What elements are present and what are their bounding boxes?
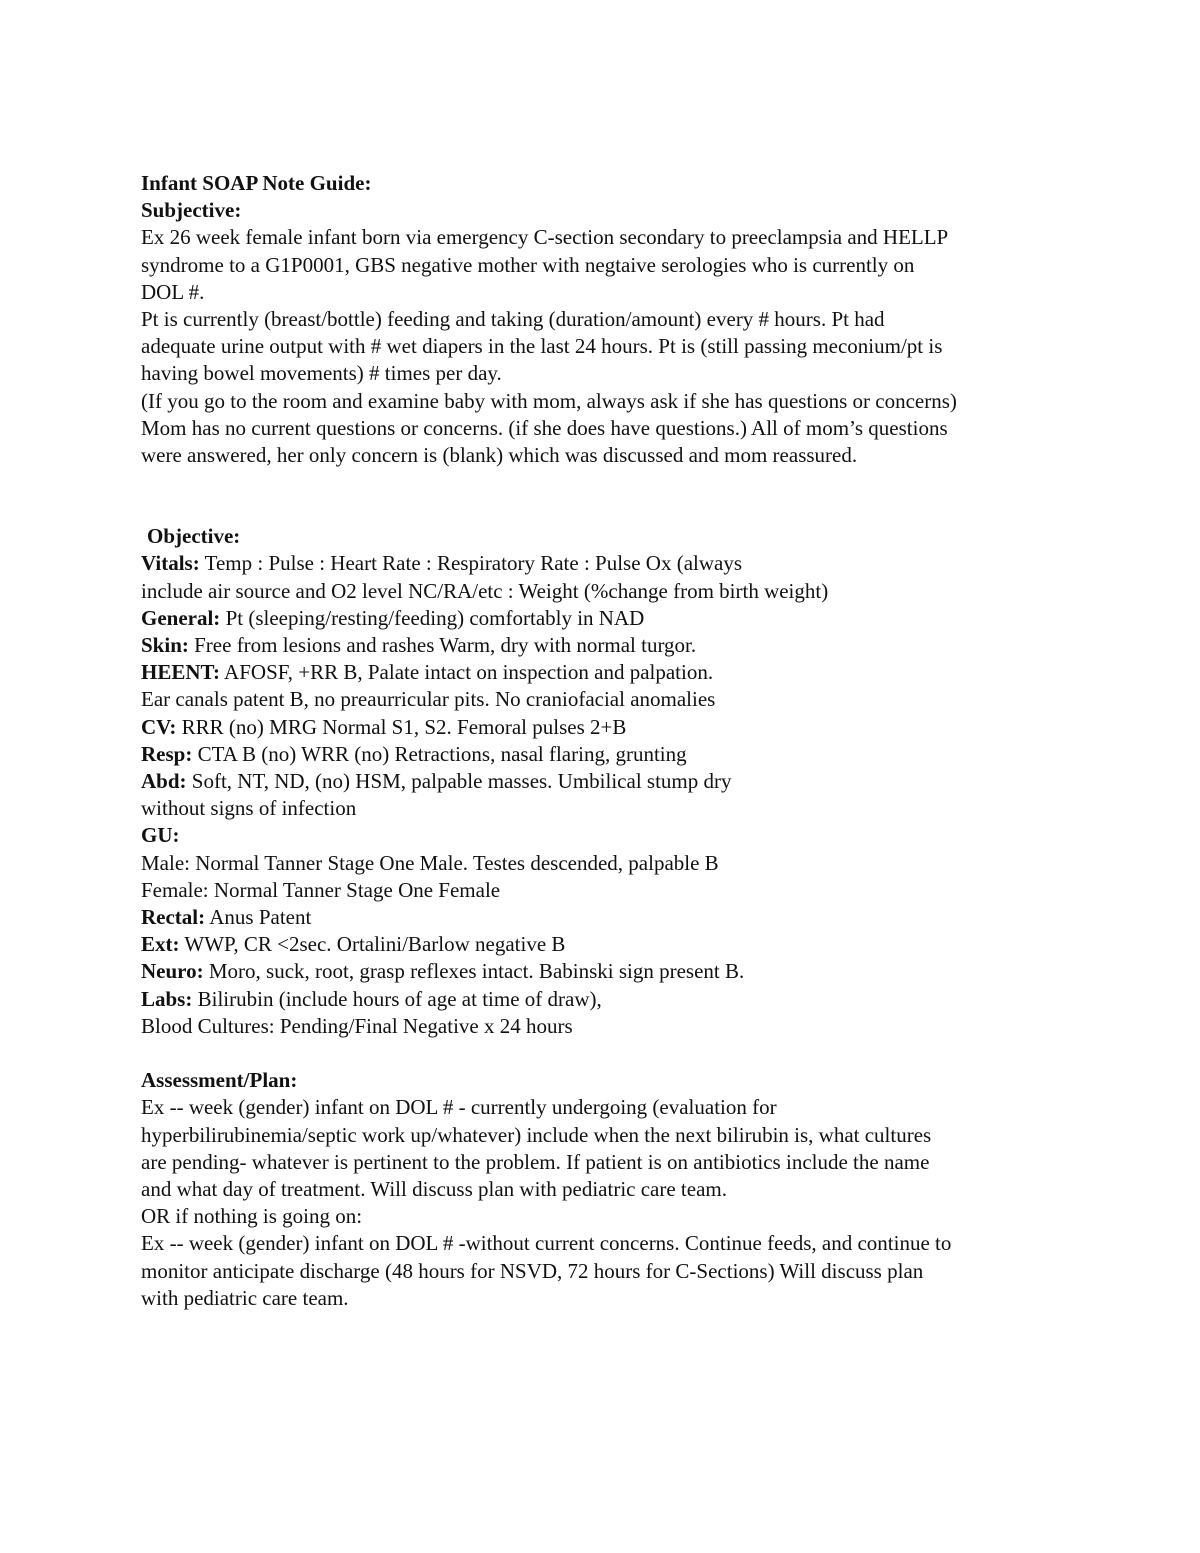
cv-label: CV: bbox=[141, 714, 177, 739]
resp-label: Resp: bbox=[141, 741, 193, 766]
text-line: DOL #. bbox=[141, 279, 205, 304]
text-line: with pediatric care team. bbox=[141, 1285, 349, 1310]
spacer bbox=[141, 1040, 1081, 1067]
text-line: Pt is currently (breast/bottle) feeding and taking (duration/amount) every # hours. Pt had bbox=[141, 307, 885, 332]
abd-text: Soft, NT, ND, (no) HSM, palpable masses. Umbilical stump dry bbox=[186, 769, 732, 794]
spacer bbox=[141, 496, 1081, 523]
text-line: hyperbilirubinemia/septic work up/whatever) include when the next bilirubin is, what cultures bbox=[141, 1122, 932, 1147]
text-line: syndrome to a G1P0001, GBS negative mother with negtaive serologies who is currently on bbox=[141, 252, 915, 277]
abd-label: Abd: bbox=[141, 769, 187, 794]
labs-text: Bilirubin (include hours of age at time of draw), bbox=[192, 986, 602, 1011]
subjective-heading: Subjective: bbox=[141, 198, 242, 223]
text-line: monitor anticipate discharge (48 hours for NSVD, 72 hours for C-Sections) Will discuss plan bbox=[141, 1258, 924, 1283]
resp-line bbox=[141, 741, 1081, 768]
gu-female-line: Female: Normal Tanner Stage One Female bbox=[141, 877, 501, 902]
ext-line bbox=[141, 931, 1081, 958]
cv-text: RRR (no) MRG Normal S1, S2. Femoral pulses 2+B bbox=[176, 714, 627, 739]
text-line: OR if nothing is going on: bbox=[141, 1204, 363, 1229]
assessment-heading: Assessment/Plan: bbox=[141, 1068, 298, 1093]
objective-section bbox=[141, 550, 1081, 1040]
neuro-text: Moro, suck, root, grasp reflexes intact. Babinski sign present B. bbox=[203, 959, 745, 984]
text-line: Mom has no current questions or concerns. (if she does have questions.) All of mom’s questions bbox=[141, 415, 948, 440]
general-label: General: bbox=[141, 605, 221, 630]
ext-text: WWP, CR <2sec. Ortalini/Barlow negative B bbox=[179, 932, 566, 957]
skin-text: Free from lesions and rashes Warm, dry with normal turgor. bbox=[188, 633, 697, 658]
rectal-text: Anus Patent bbox=[205, 905, 312, 930]
assessment-section bbox=[141, 1094, 1081, 1312]
document-page bbox=[141, 170, 1081, 1312]
labs-label: Labs: bbox=[141, 986, 193, 1011]
ext-label: Ext: bbox=[141, 932, 180, 957]
labs-line-2: Blood Cultures: Pending/Final Negative x 24 hours bbox=[141, 1013, 573, 1038]
rectal-line bbox=[141, 904, 1081, 931]
text-line: Ex 26 week female infant born via emergency C-section secondary to preeclampsia and HELLP bbox=[141, 225, 949, 250]
vitals-text: Temp : Pulse : Heart Rate : Respiratory Rate : Pulse Ox (always bbox=[199, 551, 743, 576]
abd-line-2: without signs of infection bbox=[141, 796, 357, 821]
text-line: having bowel movements) # times per day. bbox=[141, 361, 502, 386]
neuro-label: Neuro: bbox=[141, 959, 204, 984]
text-line: (If you go to the room and examine baby with mom, always ask if she has questions or concerns) bbox=[141, 388, 957, 413]
cv-line bbox=[141, 714, 1081, 741]
gu-label: GU: bbox=[141, 823, 180, 848]
vitals-line bbox=[141, 550, 1081, 577]
abd-line bbox=[141, 768, 1081, 795]
gu-male-line: Male: Normal Tanner Stage One Male. Testes descended, palpable B bbox=[141, 850, 719, 875]
vitals-line-2: include air source and O2 level NC/RA/etc : Weight (%change from birth weight) bbox=[141, 578, 829, 603]
skin-label: Skin: bbox=[141, 633, 189, 658]
objective-heading: Objective: bbox=[147, 524, 241, 549]
heent-line-2: Ear canals patent B, no preaurricular pits. No craniofacial anomalies bbox=[141, 687, 716, 712]
document-title: Infant SOAP Note Guide: bbox=[141, 171, 372, 195]
text-line: Ex -- week (gender) infant on DOL # - currently undergoing (evaluation for bbox=[141, 1095, 777, 1120]
text-line: adequate urine output with # wet diapers in the last 24 hours. Pt is (still passing meconium/pt is bbox=[141, 334, 943, 359]
rectal-label: Rectal: bbox=[141, 905, 206, 930]
heent-text: AFOSF, +RR B, Palate intact on inspection and palpation. bbox=[219, 660, 714, 685]
general-text: Pt (sleeping/resting/feeding) comfortably in NAD bbox=[220, 605, 645, 630]
skin-line bbox=[141, 632, 1081, 659]
resp-text: CTA B (no) WRR (no) Retractions, nasal flaring, grunting bbox=[192, 741, 687, 766]
text-line: are pending- whatever is pertinent to the problem. If patient is on antibiotics include the name bbox=[141, 1149, 930, 1174]
text-line: and what day of treatment. Will discuss plan with pediatric care team. bbox=[141, 1176, 727, 1201]
labs-line bbox=[141, 986, 1081, 1013]
general-line bbox=[141, 605, 1081, 632]
spacer bbox=[141, 469, 1081, 496]
text-line: were answered, her only concern is (blank) which was discussed and mom reassured. bbox=[141, 443, 858, 468]
neuro-line bbox=[141, 958, 1081, 985]
subjective-section bbox=[141, 224, 1081, 469]
heent-line bbox=[141, 659, 1081, 686]
heent-label: HEENT: bbox=[141, 660, 220, 685]
text-line: Ex -- week (gender) infant on DOL # -without current concerns. Continue feeds, and continue to bbox=[141, 1231, 952, 1256]
vitals-label: Vitals: bbox=[141, 551, 200, 576]
